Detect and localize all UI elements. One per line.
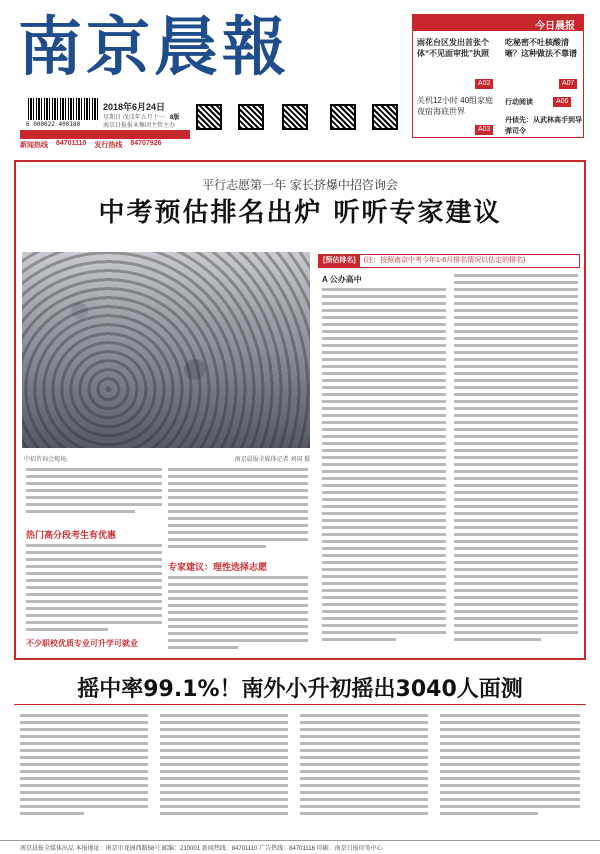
subhead-1: 热门高分段考生有优惠 [26, 530, 117, 540]
body-text [168, 576, 308, 653]
qr-code-icon [330, 104, 356, 130]
story-kicker: 平行志愿第一年 家长挤爆中招咨询会 [202, 178, 398, 192]
today-headlines-box [412, 14, 584, 138]
crowd-photo [22, 252, 310, 448]
second-headline[interactable]: 摇中率99.1%！南外小升初摇出3040人面测 [77, 677, 523, 702]
story-headline[interactable]: 中考预估排名出炉 听听专家建议 [98, 198, 502, 228]
ranking-bar [318, 254, 580, 268]
page-tag: A03 [475, 125, 493, 135]
today-item-3[interactable] [417, 95, 499, 117]
body-text [20, 714, 148, 819]
hotline-number: 84701110 [56, 140, 87, 147]
body-text [454, 274, 578, 645]
ad-hotline-label: 发行热线 [94, 142, 123, 149]
body-text [168, 468, 308, 552]
page-tag: A07 [559, 79, 577, 89]
photo-credit: 南京晨报全媒体记者 刘国 摄 [234, 457, 310, 463]
ad-hotline-number: 84707926 [130, 140, 162, 147]
hotline-label: 新闻热线 [20, 142, 48, 149]
today-item-4[interactable] [505, 97, 549, 108]
issue-date-sub: 星期日 戊戌年五月十一 [103, 115, 165, 121]
body-text [440, 714, 580, 819]
page-tag: A02 [475, 79, 493, 89]
today-item-text: 雨花台区发出首张个体“不见面审批”执照 [417, 38, 489, 58]
body-text [300, 714, 428, 819]
today-item-1[interactable] [417, 37, 499, 59]
qr-code-icon [372, 104, 398, 130]
barcode-number: 6 000022 400180 [26, 121, 81, 128]
page-tag: A06 [553, 97, 571, 107]
body-text [160, 714, 288, 819]
body-text [26, 468, 162, 517]
newspaper-logo: 南京晨報 [18, 10, 290, 85]
edition-count: 8版 [170, 115, 180, 121]
qr-code-icon [196, 104, 222, 130]
today-item-text: 吃秘密不吐核酸清晰？这种做法不靠谱 [505, 38, 577, 58]
photo-caption: 中招咨询会现场。 [24, 457, 73, 463]
body-text [26, 544, 162, 635]
publisher-info: 南京日报报业集团主管主办 [103, 123, 176, 129]
qr-code-icon [282, 104, 308, 130]
footer: 南京晨报全媒体出品 本报地址：南京市龙园西路58号 邮编：210001 新闻热线：84701110 广告热线：84701116 印刷：南京日报印务中心 [0, 840, 600, 854]
photo-caption-row [24, 454, 310, 463]
issue-date: 2018年6月24日 [103, 102, 166, 112]
today-item-text: 丹侦先：从武林高手到导弹司令 [505, 117, 582, 135]
barcode-icon [28, 98, 98, 120]
top-story [14, 160, 586, 660]
subhead-3: 专家建议：理性选择志愿 [168, 562, 268, 572]
today-item-2[interactable] [505, 37, 581, 59]
divider [14, 704, 586, 705]
subhead-2: 不少职校优质专业可升学可就业 [26, 639, 138, 648]
today-item-text: 关机12小时 40组家庭夜宿海底世界 [417, 96, 494, 116]
ranking-tag: [预估排名] [319, 255, 360, 267]
hotline-bar [20, 130, 190, 139]
today-item-text: 行动阅读 [505, 99, 533, 106]
qr-code-icon [238, 104, 264, 130]
today-title: 今日晨报 [413, 15, 583, 31]
ranking-note: (注：按照南京中考今年1-6月排名情况以估定的排名) [363, 257, 526, 264]
body-text [322, 288, 446, 645]
today-item-5[interactable] [505, 115, 583, 137]
hotline-row [20, 130, 190, 150]
school-section-label: A 公办高中 [322, 275, 362, 284]
